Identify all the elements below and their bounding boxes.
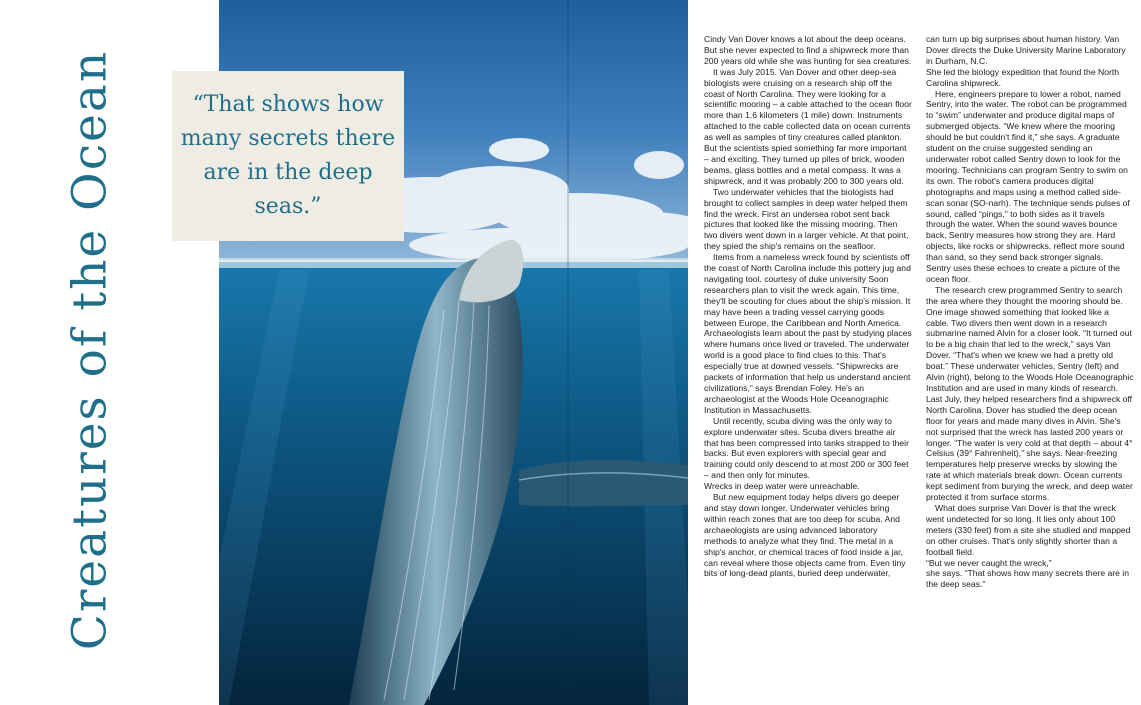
pull-quote-box (172, 71, 404, 241)
article-column-1 (704, 34, 912, 694)
article-paragraph: she says. “That shows how many secrets there are in the deep seas.” (926, 568, 1129, 590)
article-paragraph: can turn up big surprises about human history. Van Dover directs the Duke University Marine Laboratory in Durham, N.C. (926, 34, 1126, 66)
article-paragraph: “But we never caught the wreck,” (926, 557, 1052, 568)
article-paragraph: But new equipment today helps divers go deeper and stay down longer. Underwater vehicles bring within reach zones that are too deep for scuba. And archaeologists are using advanced laboratory methods to analyze what they find. The metal in a ship's anchor, or chemical traces of food inside a jar, can reveal where those objects came from. Even tiny bits of long-dead plants, buried deep underwater, (704, 492, 906, 579)
article-title: Creatures of the Ocean (62, 49, 118, 651)
article-paragraph: What does surprise Van Dover is that the wreck went undetected for so long. It lies only about 100 meters (330 feet) from a site she studied and mapped on other cruises. That's only slightly shorter than a football field. (926, 502, 1131, 557)
article-column-2 (926, 34, 1134, 694)
article-paragraph: Sentry uses these echoes to create a picture of the ocean floor. (926, 263, 1120, 284)
article-body (704, 34, 1134, 694)
article-paragraph: Here, engineers prepare to lower a robot, named Sentry, into the water. The robot can be programmed to “swim” underwater and produce digital maps of submerged objects. “We knew where the mooring should be but couldn't find it,” she says. A graduate student on the cruise suggested sending an underwater robot called Sentry down to look for the mooring. Technicians can program Sentry to swim on its own. The robot's camera produces digital photographs and maps using a method called side-scan sonar (SO-narh). The technique sends pulses of sound, called “pings,” to both sides as it travels through the water. When the sound waves bounce back, Sentry measures how strong they are. Hard objects, like rocks or shipwrecks, reflect more sound than sand, so they send back stronger signals. (926, 88, 1130, 263)
article-paragraph: Wrecks in deep water were unreachable. (704, 481, 860, 492)
article-paragraph: It was July 2015. Van Dover and other deep-sea biologists were cruising on a research ship off the coast of North Carolina. They were looking for a scientific mooring – a cable attached to the ocean floor more than 1.6 kilometers (1 mile) down. Instruments attached to the cable collected data on ocean currents as well as samples of tiny creatures called plankton. But the scientists spied something far more important – and exciting. They turned up piles of brick, wooden beams, glass bottles and a metal compass. It was a shipwreck, and it was probably 200 to 300 years old. (704, 66, 912, 186)
article-paragraph: The research crew programmed Sentry to search the area where they thought the mooring should be. One image showed something that looked like a cable. Two divers then went down in a research submarine named Alvin for a closer look. “It turned out to be a big chain that led to the wreck,” says Van Dover. “That's when we knew we had a pretty old boat.” These underwater vehicles, Sentry (left) and Alvin (right), belong to the Woods Hole Oceanographic Institution and are used in many kinds of research. Last July, they helped researchers find a shipwreck off North Carolina. Dover has studied the deep ocean floor for years and made many dives in Alvin. She's not surprised that the wreck has lasted 200 years or longer. “The water is very cold at that depth – about 4° Celsius (39° Fahrenheit),” she says. Near-freezing temperatures help preserve wrecks by slowing the rate at which materials break down. Ocean currents kept sediment from burying the wreck, and deep water protected it from surface storms. (926, 284, 1134, 503)
pull-quote-text: “That shows how many secrets there are in the deep seas.” (180, 92, 396, 219)
article-paragraph: Items from a nameless wreck found by scientists off the coast of North Carolina include this pottery jug and navigating tool. courtesy of duke university Soon researchers plan to visit the wreck again. This time, they'll be scouting for clues about the ship's mission. It may have been a trading vessel carrying goods between Europe, the Caribbean and North America. Archaeologists learn about the past by studying places where humans once lived or traveled. The underwater world is a good place to find clues to this. That's especially true at downed vessels. “Shipwrecks are packets of information that help us understand ancient civilizations,” says Brendan Foley. He's an archaeologist at the Woods Hole Oceanographic Institution in Massachusetts. (704, 252, 912, 415)
article-paragraph: Two underwater vehicles that the biologists had brought to collect samples in deep water helped them find the wreck. First an undersea robot sent back pictures that looked like the missing mooring. Then two divers went down in a larger vehicle. At that point, they spied the ship's remains on the seafloor. (704, 186, 909, 252)
article-paragraph: Cindy Van Dover knows a lot about the deep oceans. But she never expected to find a shipwreck more than 200 years old while she was hunting for sea creatures. (704, 34, 912, 66)
article-paragraph: She led the biology expedition that found the North Carolina shipwreck. (926, 66, 1120, 88)
article-paragraph: Until recently, scuba diving was the only way to explore underwater sites. Scuba divers breathe air that has been compressed into tanks strapped to their backs. But even explorers with special gear and training could only descend to at most 200 or 300 feet – and then only for minutes. (704, 415, 909, 481)
